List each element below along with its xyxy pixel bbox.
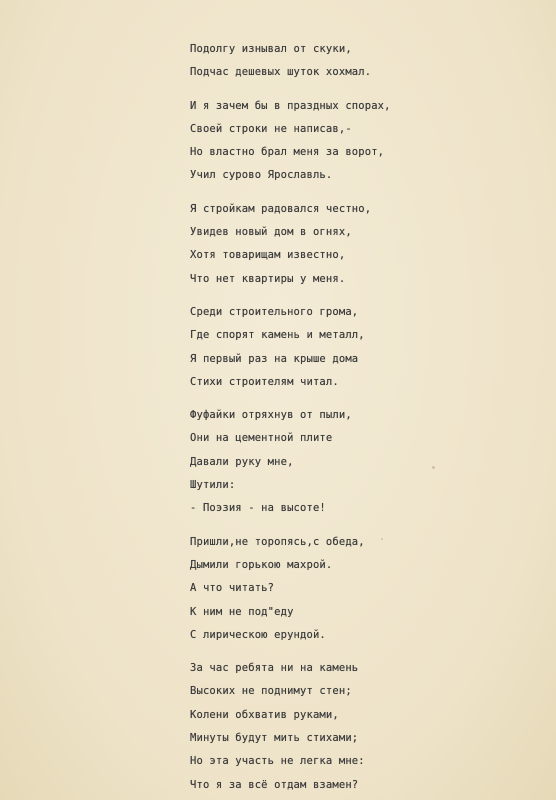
poem-line: Минуты будут мить стихами; (190, 732, 359, 745)
stanza-5 (190, 404, 546, 520)
poem-line: И я зачем бы в праздных спорах, (190, 99, 391, 112)
poem-line: Высоких не поднимут стен; (190, 685, 352, 698)
poem-line: Давали руку мне, (190, 455, 294, 468)
poem-line: Они на цементной плите (190, 432, 333, 445)
stanza-6 (190, 531, 546, 647)
poem-line: Колени обхватив руками, (190, 708, 339, 721)
poem-line: Подчас дешевых шуток хохмал. (190, 66, 372, 79)
poem-line: Дымили горькою махрой. (190, 558, 333, 571)
stanza-2 (190, 95, 546, 188)
poem-line: Я стройкам радовался честно, (190, 202, 372, 215)
poem-line: Шутили: (190, 479, 236, 492)
poem-line: За час ребята ни на камень (190, 662, 359, 675)
poem-line: Что я за всё отдам взамен? (190, 778, 359, 791)
poem-line: Учил сурово Ярославль. (190, 169, 333, 182)
paper-speck (381, 538, 383, 540)
paper-speck (432, 466, 435, 469)
poem-text (190, 38, 546, 800)
poem-line: Пришли,не торопясь,с обеда, (190, 535, 365, 548)
poem-line: Увидев новый дом в огнях, (190, 226, 352, 239)
poem-line: Но эта участь не легка мне: (190, 755, 365, 768)
stanza-1 (190, 38, 546, 85)
poem-line: Подолгу изнывал от скуки, (190, 43, 352, 55)
stanza-7 (190, 657, 546, 797)
poem-line: Что нет квартиры у меня. (190, 272, 346, 285)
poem-line: Среди строительного грома, (190, 305, 359, 318)
stanza-4 (190, 301, 546, 394)
poem-line: К ним не под"еду (190, 605, 294, 618)
poem-line: Фуфайки отряхнув от пыли, (190, 409, 352, 422)
poem-line: Стихи строителям читал. (190, 375, 339, 388)
poem-line: Но властно брал меня за ворот, (190, 146, 385, 159)
poem-line: - Поэзия - на высоте! (190, 502, 326, 515)
poem-line: Где спорят камень и металл, (190, 329, 365, 342)
poem-line: Я первый раз на крыше дома (190, 352, 359, 365)
poem-line: А что читать? (190, 582, 275, 595)
poem-line: С лирическою ерундой. (190, 628, 326, 641)
poem-line: Хотя товарищам известно, (190, 249, 346, 262)
stanza-3 (190, 198, 546, 291)
poem-line: Своей строки не написав,- (190, 122, 352, 135)
